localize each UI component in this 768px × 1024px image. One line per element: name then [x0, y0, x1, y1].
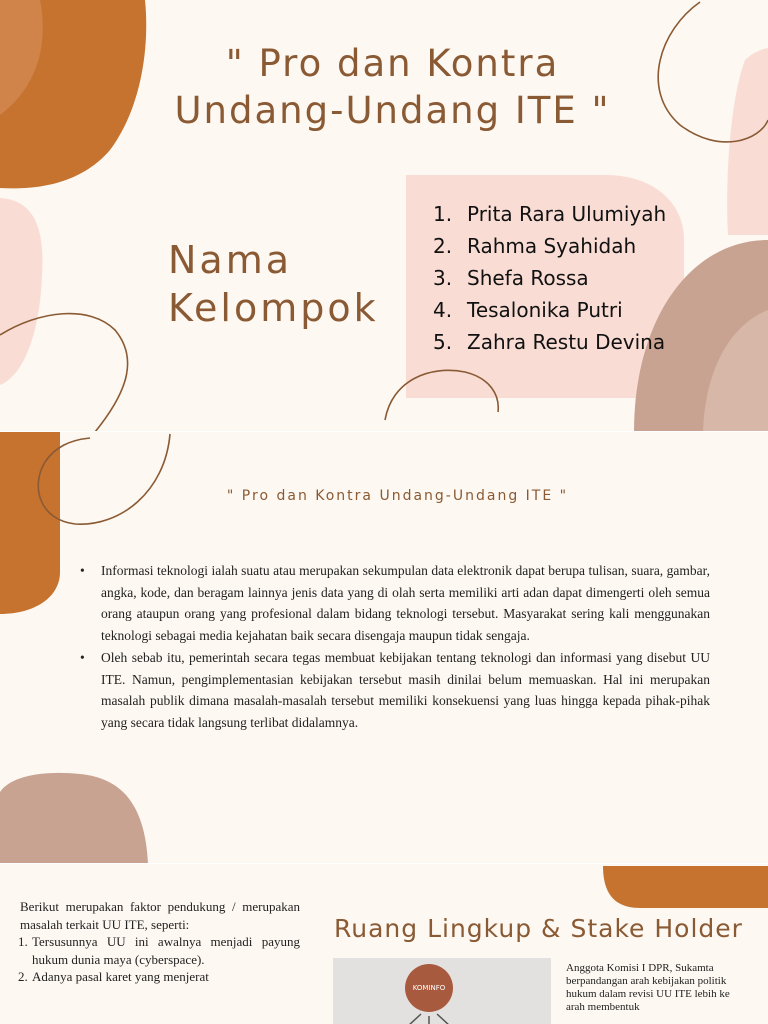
slide-heading: " Pro dan Kontra Undang-Undang ITE " [226, 488, 569, 504]
item-text: Tersusunnya UU ini awalnya menjadi payung hukum dunia maya (cyberspace). [32, 934, 300, 967]
blush-blob-left [0, 198, 43, 385]
item-number: 1. [433, 202, 453, 226]
group-label-line-2: Kelompok [168, 286, 379, 330]
list-item [433, 198, 666, 230]
member-name: Shefa Rossa [467, 266, 589, 290]
item-text: Adanya pasal karet yang menjerat [32, 969, 209, 984]
title-line-2: Undang-Undang ITE " [174, 89, 611, 132]
list-item [20, 933, 300, 968]
bullet-icon: • [80, 563, 85, 578]
list-item [433, 262, 666, 294]
slide-heading: Ruang Lingkup & Stake Holder [334, 914, 743, 943]
factor-text [20, 898, 300, 986]
item-number: 3. [433, 266, 453, 290]
member-name: Tesalonika Putri [467, 298, 623, 322]
item-number: 4. [433, 298, 453, 322]
slide-intro [0, 432, 768, 864]
list-item [433, 230, 666, 262]
bullet-list [80, 560, 710, 734]
stakeholder-diagram [333, 958, 551, 1024]
group-label-line-1: Nama [168, 238, 293, 282]
presentation-title [100, 40, 685, 134]
item-number: 2. [433, 234, 453, 258]
member-name: Rahma Syahidah [467, 234, 637, 258]
group-label [168, 236, 379, 332]
title-line-1: " Pro dan Kontra [225, 42, 560, 85]
bullet-icon: • [80, 649, 85, 665]
factor-list [20, 933, 300, 986]
item-number: 5. [433, 330, 453, 354]
side-paragraph: Anggota Komisi I DPR, Sukamta berpandangan arah kebijakan politik hukum dalam revisi UU ITE lebih ke arah membentuk [566, 962, 730, 1013]
member-name: Prita Rara Ulumiyah [467, 202, 667, 226]
paragraph: Oleh sebab itu, pemerintah secara tegas membuat kebijakan tentang teknologi dan informasi yang disebut UU ITE. Namun, pengimplementasian kebijakan tersebut masih dinilai belum memuaskan. Hal ini merupakan masalah publik dimana masalah-masalah tersebut memiliki konsekuensi yang luas hingga kepada pihak-pihak yang secara tidak langsung terlibat didalamnya. [101, 649, 710, 730]
taupe-blob [0, 773, 148, 864]
list-item [433, 294, 666, 326]
list-item [80, 647, 710, 734]
list-item [80, 560, 710, 647]
item-number: 2. [18, 969, 28, 984]
terracotta-blob [0, 432, 60, 614]
paragraph: Informasi teknologi ialah suatu atau merupakan sekumpulan data elektronik dapat berupa tulisan, suara, gambar, angka, kode, dan beragam lainnya jenis data yang di olah serta memiliki arti adan dapat dimengerti oleh semua orang ataupun orang yang profesional dalam bidang teknologi tersebut. Masyarakat sering kali menggunakan teknologi sebagai media kejahatan baik secara disengaja maupun tidak sengaja. [101, 563, 710, 644]
member-name: Zahra Restu Devina [467, 330, 666, 354]
terracotta-bar [603, 866, 768, 908]
intro-paragraph: Berikut merupakan faktor pendukung / merupakan masalah terkait UU ITE, seperti: [20, 899, 300, 932]
slide-scope [0, 864, 768, 1024]
list-item [20, 968, 300, 986]
slide-title [0, 0, 768, 432]
item-number: 1. [18, 934, 28, 949]
member-list [433, 198, 666, 358]
list-item [433, 326, 666, 358]
kominfo-node: KOMINFO [405, 964, 453, 1012]
